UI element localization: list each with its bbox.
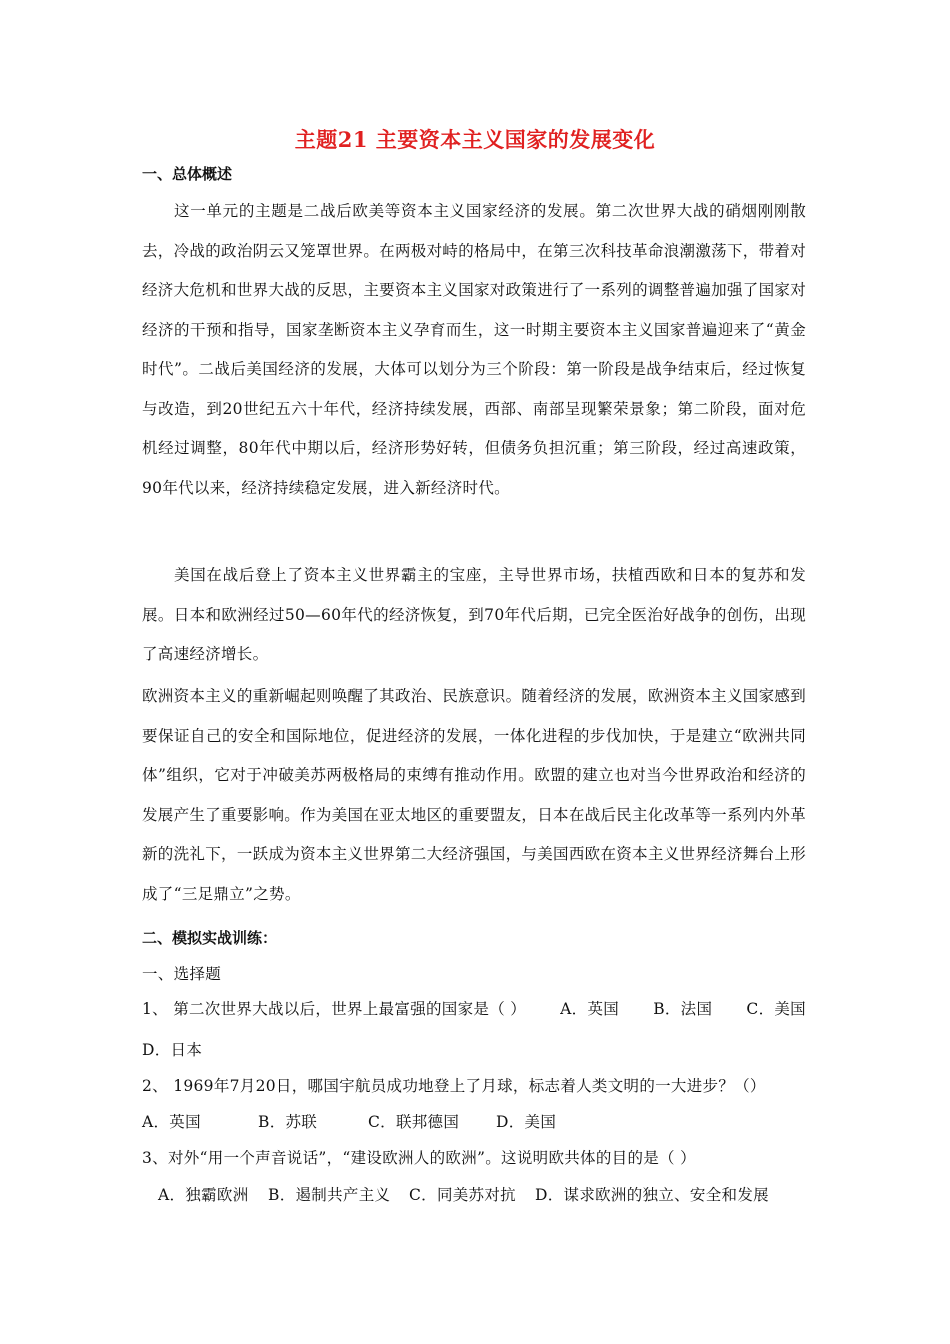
question-1 xyxy=(142,997,806,1019)
question-2-options xyxy=(142,1110,556,1132)
question-3-option-a: A．独霸欧洲 xyxy=(158,1186,249,1204)
section-heading-overview: 一、总体概述 xyxy=(142,165,233,183)
question-1-option-a: A．英国 xyxy=(560,1000,620,1018)
question-1-stem: 1、 第二次世界大战以后，世界上最富强的国家是（ ） xyxy=(142,1000,527,1018)
question-1-option-b: B．法国 xyxy=(653,1000,713,1018)
subheading-multiple-choice: 一、选择题 xyxy=(142,965,222,983)
question-3-stem: 3、对外“用一个声音说话”，“建设欧洲人的欧洲”。这说明欧共体的目的是（ ） xyxy=(142,1149,696,1167)
overview-paragraph-1: 这一单元的主题是二战后欧美等资本主义国家经济的发展。第二次世界大战的硝烟刚刚散去，冷战的政治阴云又笼罩世界。在两极对峙的格局中，在第三次科技革命浪潮激荡下，带着对经济大危机和世界大战的反思，主要资本主义国家对政策进行了一系列的调整普遍加强了国家对经济的干预和指导，国家垄断资本主义孕育而生，这一时期主要资本主义国家普遍迎来了“黄金时代”。二战后美国经济的发展，大体可以划分为三个阶段：第一阶段是战争结束后，经过恢复与改造，到20世纪五六十年代，经济持续发展，西部、南部呈现繁荣景象；第二阶段，面对危机经过调整，80年代中期以后，经济形势好转，但债务负担沉重；第三阶段，经过高速政策，90年代以来，经济持续稳定发展，进入新经济时代。 xyxy=(142,202,806,497)
question-2-option-b: B．苏联 xyxy=(258,1113,318,1131)
question-3-option-b: B．遏制共产主义 xyxy=(268,1186,391,1204)
question-1-option-d: D．日本 xyxy=(142,1041,203,1059)
question-3-option-d: D．谋求欧洲的独立、安全和发展 xyxy=(535,1186,769,1204)
question-2-stem: 2、 1969年7月20日，哪国宇航员成功地登上了月球，标志着人类文明的一大进步？（） xyxy=(142,1077,766,1095)
section-heading-practice: 二、模拟实战训练： xyxy=(142,929,278,947)
overview-paragraph-2: 美国在战后登上了资本主义世界霸主的宝座，主导世界市场，扶植西欧和日本的复苏和发展。日本和欧洲经过50—60年代的经济恢复，到70年代后期，已完全医治好战争的创伤，出现了高速经济增长。 xyxy=(142,566,806,663)
overview-paragraph-3: 欧洲资本主义的重新崛起则唤醒了其政治、民族意识。随着经济的发展，欧洲资本主义国家感到要保证自己的安全和国际地位，促进经济的发展，一体化进程的步伐加快，于是建立“欧洲共同体”组织，它对于冲破美苏两极格局的束缚有推动作用。欧盟的建立也对当今世界政治和经济的发展产生了重要影响。作为美国在亚太地区的重要盟友，日本在战后民主化改革等一系列内外革新的洗礼下，一跃成为资本主义世界第二大经济强国，与美国西欧在资本主义世界经济舞台上形成了“三足鼎立”之势。 xyxy=(142,687,806,903)
page-title: 主题21 主要资本主义国家的发展变化 xyxy=(294,127,656,152)
question-1-option-c: C．美国 xyxy=(746,1000,806,1018)
question-3-options xyxy=(158,1183,769,1205)
question-3-option-c: C．同美苏对抗 xyxy=(409,1186,516,1204)
question-2-option-a: A．英国 xyxy=(142,1113,201,1131)
question-2-option-d: D．美国 xyxy=(496,1113,557,1131)
question-2-option-c: C．联邦德国 xyxy=(368,1113,460,1131)
